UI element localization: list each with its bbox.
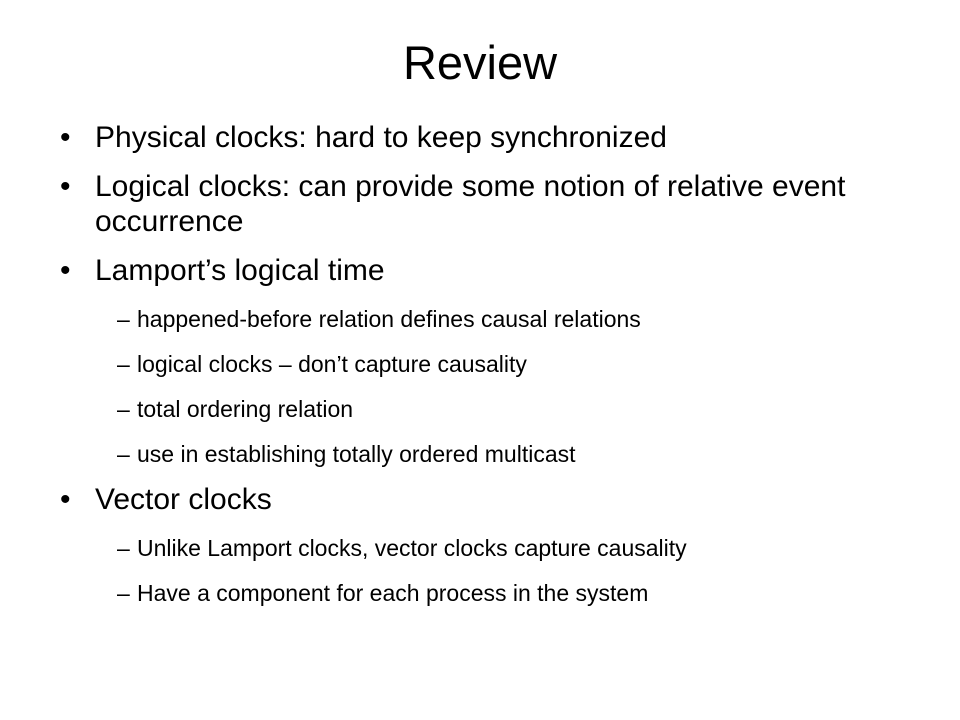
subitem-vector-causality	[60, 534, 940, 562]
dash-icon: –	[117, 580, 130, 606]
bullet-text: Logical clocks: can provide some notion of relative event occurrence	[95, 170, 846, 238]
bullet-lamport-logical-time	[60, 253, 940, 288]
subitem-happened-before	[60, 305, 940, 333]
bullet-text: Lamport’s logical time	[95, 254, 385, 287]
bullet-icon: •	[60, 483, 71, 516]
subitem-text: use in establishing totally ordered multicast	[137, 441, 576, 467]
subitem-text: logical clocks – don’t capture causality	[137, 351, 527, 377]
dash-icon: –	[117, 441, 130, 467]
bullet-vector-clocks	[60, 482, 940, 517]
bullet-icon: •	[60, 170, 71, 203]
bullet-physical-clocks	[60, 120, 940, 155]
bullet-text: Physical clocks: hard to keep synchronized	[95, 121, 667, 154]
subitem-logical-clocks-causality	[60, 350, 940, 378]
subitem-component-per-process	[60, 579, 940, 607]
subitem-text: total ordering relation	[137, 396, 354, 422]
subitem-total-ordering	[60, 395, 940, 423]
subitem-text: Have a component for each process in the system	[137, 580, 649, 606]
slide-content	[60, 120, 940, 624]
bullet-logical-clocks	[60, 169, 940, 239]
dash-icon: –	[117, 396, 130, 422]
subitem-text: Unlike Lamport clocks, vector clocks capture causality	[137, 535, 687, 561]
bullet-icon: •	[60, 254, 71, 287]
dash-icon: –	[117, 535, 130, 561]
bullet-icon: •	[60, 121, 71, 154]
subitem-ordered-multicast	[60, 440, 940, 468]
slide-title: Review	[402, 36, 558, 89]
subitem-text: happened-before relation defines causal relations	[137, 306, 641, 332]
dash-icon: –	[117, 306, 130, 332]
bullet-text: Vector clocks	[95, 483, 272, 516]
dash-icon: –	[117, 351, 130, 377]
